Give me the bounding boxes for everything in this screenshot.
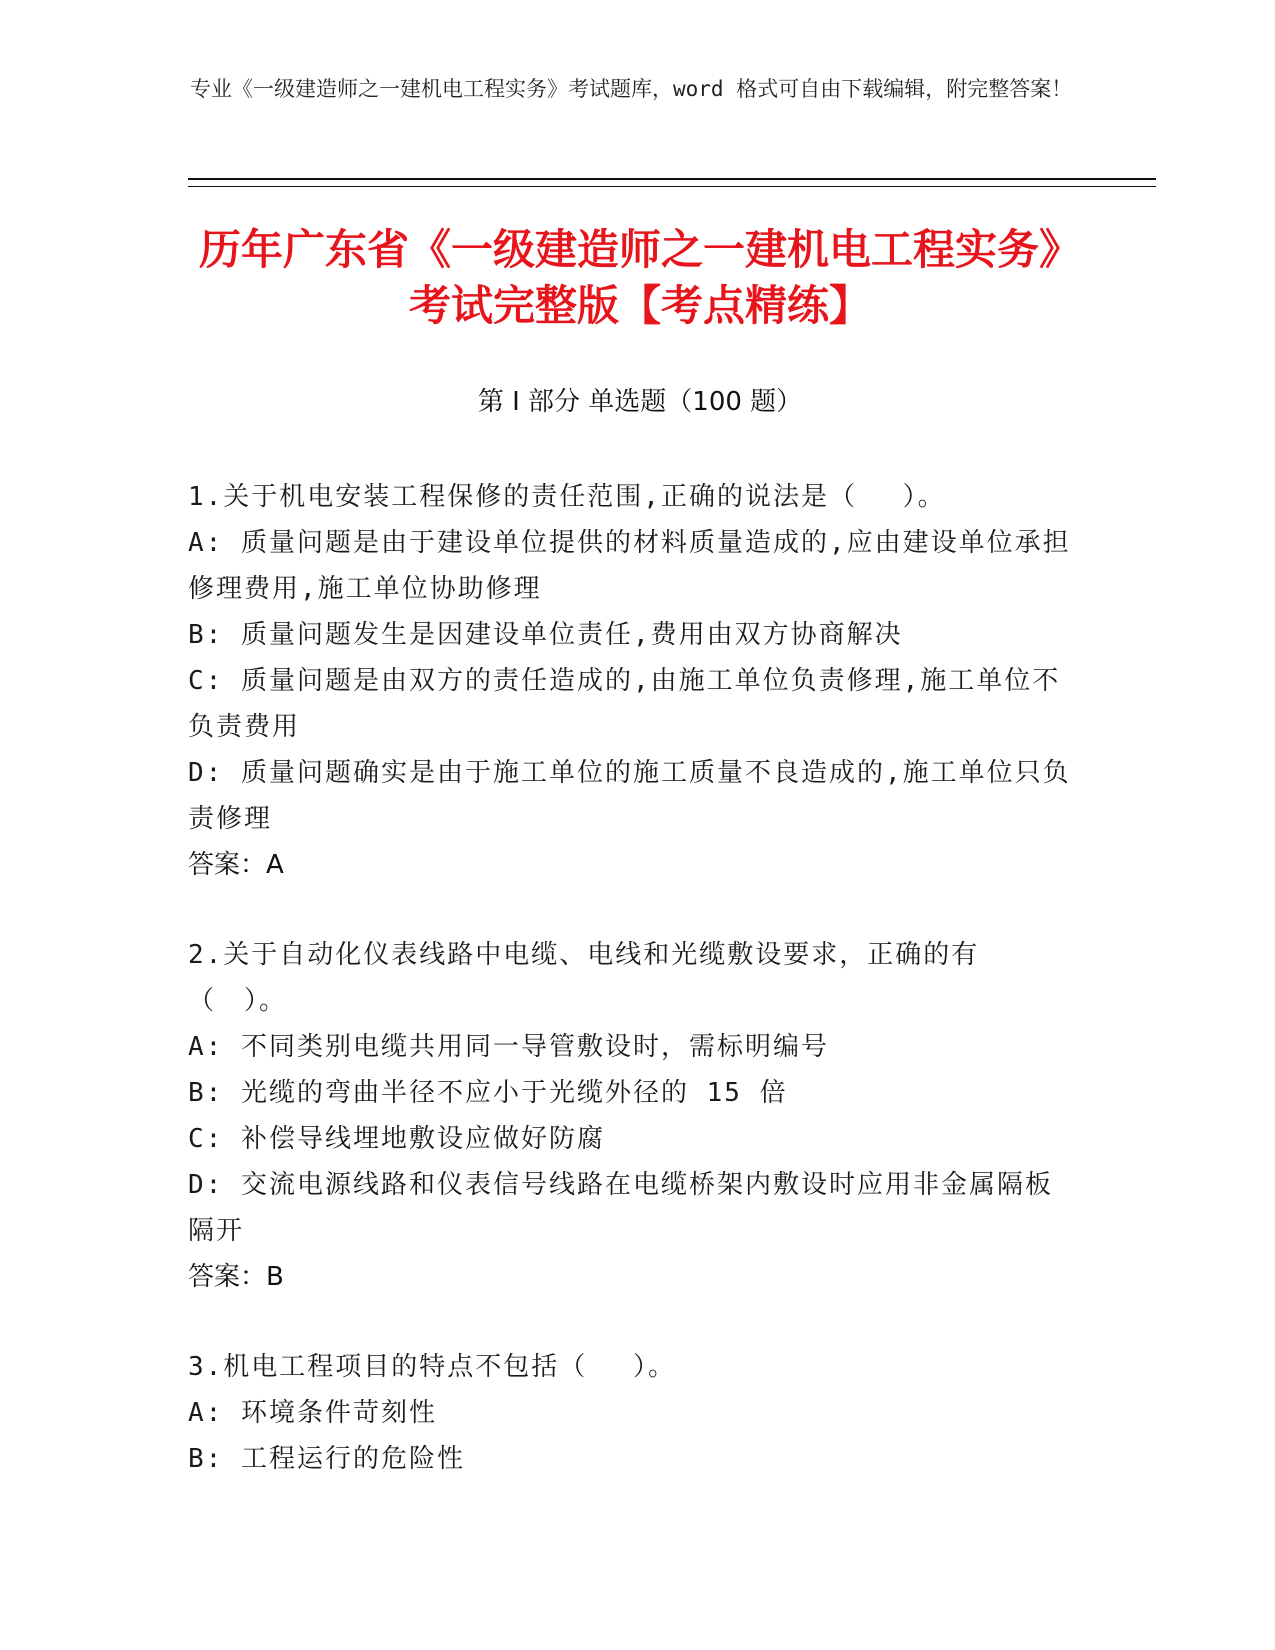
option-d: D: 质量问题确实是由于施工单位的施工质量不良造成的,施工单位只负责修理	[188, 758, 1071, 834]
question-list	[188, 474, 1078, 1526]
option-b: B: 质量问题发生是因建设单位责任,费用由双方协商解决	[188, 620, 903, 650]
question-stem: 2.关于自动化仪表线路中电缆、电线和光缆敷设要求，正确的有（ ）。	[188, 940, 980, 1016]
option-c: C: 补偿导线埋地敷设应做好防腐	[188, 1124, 605, 1154]
question-1	[188, 474, 1078, 888]
option-a: A: 质量问题是由于建设单位提供的材料质量造成的,应由建设单位承担修理费用,施工单位协助修理	[188, 528, 1071, 604]
option-b: B: 工程运行的危险性	[188, 1444, 465, 1474]
option-a: A: 不同类别电缆共用同一导管敷设时，需标明编号	[188, 1032, 829, 1062]
answer: 答案：A	[188, 850, 284, 880]
header-divider-thin	[188, 186, 1156, 187]
question-stem: 3.机电工程项目的特点不包括（ ）。	[188, 1352, 676, 1382]
option-c: C: 质量问题是由双方的责任造成的,由施工单位负责修理,施工单位不负责费用	[188, 666, 1061, 742]
answer: 答案：B	[188, 1262, 284, 1292]
option-a: A: 环境条件苛刻性	[188, 1398, 437, 1428]
question-3	[188, 1344, 1078, 1482]
option-b: B: 光缆的弯曲半径不应小于光缆外径的 15 倍	[188, 1078, 788, 1108]
option-d: D: 交流电源线路和仪表信号线路在电缆桥架内敷设时应用非金属隔板隔开	[188, 1170, 1053, 1246]
section-title: 第 I 部分 单选题（100 题）	[477, 387, 803, 417]
header-divider-thick	[188, 178, 1156, 180]
header-note: 专业《一级建造师之一建机电工程实务》考试题库，word 格式可自由下载编辑，附完整答案！	[190, 77, 1073, 101]
question-stem: 1.关于机电安装工程保修的责任范围,正确的说法是（ ）。	[188, 482, 946, 512]
document-title: 历年广东省《一级建造师之一建机电工程实务》考试完整版【考点精练】	[198, 225, 1081, 330]
question-2	[188, 932, 1078, 1300]
